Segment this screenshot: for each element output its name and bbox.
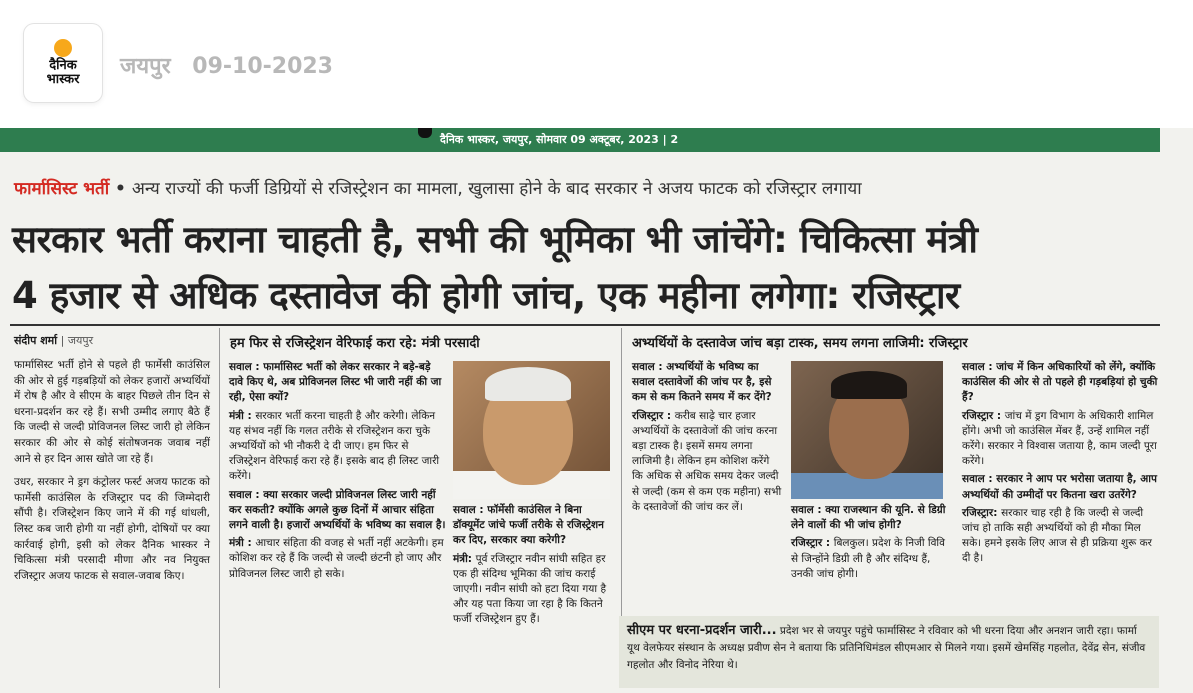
qa-item: [962, 506, 1158, 567]
protest-box-body: प्रदेश भर से जयपुर पहुंचे फार्मासिस्ट ने रविवार को भी धरना दिया और अनशन जारी रहा। फार्मा यूथ वेलफेयर संस्थान के अध्यक्ष प्रवीण सेन ने बताया कि प्रतिनिधिमंडल सीएमआर से मिलने गया। इसमें खेमसिंह गहलोत, देवेंद्र सेन, संजीव गहलोत और विनोद नेरिया थे।: [627, 625, 1146, 671]
kicker-bullet: •: [109, 179, 132, 199]
column-rule: [219, 328, 220, 688]
byline: [14, 333, 93, 348]
qa-label: सवाल :: [453, 504, 488, 516]
qa-item: [632, 360, 782, 406]
intro-column: [14, 358, 210, 592]
masthead-strip: [0, 128, 1160, 152]
logo-line1: दैनिक: [49, 58, 77, 73]
minister-section-title: हम फिर से रजिस्ट्रेशन वेरिफाई करा रहे: मंत्री परसादी: [230, 336, 480, 351]
protest-box-text: [627, 622, 1151, 674]
qa-question: क्या राजस्थान की यूनि. से डिग्री लेने वालों की भी जांच होगी?: [791, 504, 946, 532]
minister-qa-column: [229, 360, 447, 585]
registrar-qa-column-3: [962, 360, 1158, 570]
intro-paragraph: फार्मासिस्ट भर्ती होने से पहले ही फार्मेसी काउंसिल की ओर से हुई गड़बड़ियों को लेकर हजारों अभ्यर्थियों में रोष है और वे सीएम के बाहर पिछले तीन दिन से धरना-प्रदर्शन कर रहे हैं। सभी उम्मीद लगाए बैठे हैं कि जल्दी से जल्दी प्रोविजनल लिस्ट जारी हो लेकिन सरकार की ओर से कोई संतोषजनक जवाब नहीं आने से हर दिन आस खोते जा रहे हैं।: [14, 359, 210, 465]
qa-answer: जांच में ड्रग विभाग के अधिकारी शामिल होंगे। अभी जो काउंसिल मेंबर हैं, उन्हें शामिल नहीं करेंगे। सरकार ने विश्वास जताया है, काम जल्दी पूरा करेंगे।: [962, 409, 1157, 468]
byline-name: संदीप शर्मा: [14, 334, 58, 347]
registrar-photo: [791, 361, 943, 499]
qa-item: [453, 552, 613, 628]
qa-label: मंत्री:: [453, 552, 476, 565]
qa-item: [453, 503, 613, 549]
qa-label: सवाल :: [962, 361, 997, 373]
section-divider: [10, 324, 1160, 326]
qa-question: फॉर्मेसी काउंसिल ने बिना डॉक्यूमेंट जांचे फर्जी तरीके से रजिस्ट्रेशन कर दिए, सरकार क्या करेगी?: [453, 504, 604, 547]
qa-item: [632, 409, 782, 515]
qa-label: मंत्री :: [229, 537, 256, 550]
qa-item: [229, 360, 447, 406]
qa-label: मंत्री :: [229, 409, 256, 422]
protest-box-heading: सीएम पर धरना-प्रदर्शन जारी...: [627, 623, 777, 638]
qa-item: [962, 360, 1158, 406]
newspaper-clipping: [0, 128, 1193, 693]
qa-label: सवाल :: [229, 361, 264, 373]
qa-answer: सरकार भर्ती करना चाहती है और करेगी। लेकिन यह संभव नहीं कि गलत तरीके से रजिस्ट्रेशन करा चुके अभ्यर्थियों को भी नौकरी दे दी जाए। हम फिर से रजिस्ट्रेशन वेरिफाई करा रहे हैं। इसके बाद ही लिस्ट जारी करेंगे।: [229, 409, 440, 483]
headline-primary: सरकार भर्ती कराना चाहती है, सभी की भूमिका भी जांचेंगे: चिकित्सा मंत्री: [12, 218, 978, 261]
qa-label: सवाल :: [962, 473, 997, 486]
app-header: [0, 0, 1193, 122]
minister-qa-column-2: [453, 503, 613, 631]
qa-question: सरकार ने आप पर भरोसा जताया है, आप अभ्यर्थियों की उम्मीदों पर कितना खरा उतरेंगे?: [962, 473, 1157, 501]
qa-question: क्या सरकार जल्दी प्रोविजनल लिस्ट जारी नहीं कर सकती? क्योंकि अगले कुछ दिनों में आचार संहिता लगने वाली है। हजारों अभ्यर्थियों के भविष्य का सवाल है।: [229, 488, 446, 532]
registrar-section-title: अभ्यर्थियों के दस्तावेज जांच बड़ा टास्क, समय लगना लाजिमी: रजिस्ट्रार: [632, 336, 968, 351]
qa-item: [962, 472, 1158, 502]
qa-item: [229, 409, 447, 485]
qa-answer: पूर्व रजिस्ट्रार नवीन सांघी सहित हर एक ही संदिग्ध भूमिका की जांच कराई जाएगी। नवीन सांघी को हटा दिया गया है और यह पता किया जा रहा है कि कितने फर्जी रजिस्ट्रेशन हुए हैं।: [453, 552, 607, 626]
masthead-text: दैनिक भास्कर, जयपुर, सोमवार 09 अक्टूबर, 2023 | 2: [440, 133, 679, 146]
minister-photo: [453, 361, 610, 499]
qa-label: सवाल :: [791, 504, 826, 516]
masthead-tab: [418, 128, 432, 138]
edition-meta: [120, 50, 347, 80]
logo-line2: भास्कर: [46, 72, 80, 87]
byline-city: | जयपुर: [57, 334, 94, 347]
kicker-label: फार्मासिस्ट भर्ती: [14, 179, 110, 199]
qa-item: [791, 503, 951, 533]
headline-secondary: 4 हजार से अधिक दस्तावेज की होगी जांच, एक महीना लगेगा: रजिस्ट्रार: [12, 274, 960, 317]
protest-box: [619, 616, 1159, 688]
qa-item: [791, 536, 951, 582]
qa-item: [229, 488, 447, 534]
qa-label: रजिस्ट्रार:: [962, 506, 1002, 519]
qa-label: रजिस्ट्रार :: [632, 409, 675, 422]
qa-label: रजिस्ट्रार :: [962, 409, 1005, 422]
registrar-qa-column-2: [791, 503, 951, 585]
kicker: [14, 176, 862, 199]
qa-question: अभ्यर्थियों के भविष्य का सवाल दस्तावेजों की जांच पर है, इसे कम से कम कितने समय में कर देंगे?: [632, 361, 772, 404]
registrar-qa-column: [632, 360, 782, 518]
dainik-bhaskar-logo[interactable]: [24, 24, 102, 102]
qa-item: [229, 536, 447, 582]
qa-answer: बिलकुल। प्रदेश के निजी विवि से जिन्होंने डिग्री ली है और संदिग्ध हैं, उनकी जांच होगी।: [791, 537, 945, 580]
qa-answer: सरकार चाह रही है कि जल्दी से जल्दी जांच हो ताकि सही अभ्यर्थियों को ही मौका मिल सके। हमने इसके लिए आज से ही प्रक्रिया शुरू कर दी है।: [962, 506, 1152, 565]
qa-question: जांच में किन अधिकारियों को लेंगे, क्योंकि काउंसिल की ओर से तो पहले ही गड़बड़ियां हो चुकी हैं?: [962, 361, 1158, 404]
qa-label: सवाल :: [632, 361, 667, 373]
intro-paragraph: उधर, सरकार ने ड्रग कंट्रोलर फर्स्ट अजय फाटक को फार्मेसी काउंसिल के रजिस्ट्रार पद की जिम्मेदारी सौंपी है। रजिस्ट्रेशन किए जाने में की गई धांधली, लिस्ट कब जारी होगी या नहीं होगी, दोषियों पर क्या कार्रवाई होगी, इसी को लेकर दैनिक भास्कर ने चिकित्सा मंत्री परसादी मीणा और नव नियुक्त रजिस्ट्रार अजय फाटक से सवाल-जवाब किए।: [14, 476, 210, 582]
qa-answer: करीब साढ़े चार हजार अभ्यर्थियों के दस्तावेजों की जांच करना बड़ा टास्क है। इसमें समय लगना लाजिमी है। लेकिन हम कोशिश करेंगे कि अधिक से अधिक समय देकर जल्दी से जल्दी (कम से कम एक महीना) सभी के दस्तावेजों की जांच कर लें।: [632, 409, 782, 513]
qa-question: फार्मासिस्ट भर्ती को लेकर सरकार ने बड़े-बड़े दावे किए थे, अब प्रोविजनल लिस्ट भी जारी नहीं की जा रही, ऐसा क्यों?: [229, 361, 442, 404]
sun-icon: [54, 39, 72, 57]
qa-label: रजिस्ट्रार :: [791, 537, 834, 550]
qa-label: सवाल :: [229, 488, 264, 501]
qa-answer: आचार संहिता की वजह से भर्ती नहीं अटकेगी। हम कोशिश कर रहे हैं कि जल्दी से जल्दी छंटनी हो जाए और प्रोविजनल लिस्ट जारी हो सके।: [229, 537, 444, 580]
kicker-text: अन्य राज्यों की फर्जी डिग्रियों से रजिस्ट्रेशन का मामला, खुलासा होने के बाद सरकार ने अजय फाटक को रजिस्ट्रार लगाया: [131, 179, 862, 199]
qa-item: [962, 409, 1158, 470]
edition-date: 09-10-2023: [192, 54, 333, 79]
edition-city: जयपुर: [120, 54, 171, 79]
